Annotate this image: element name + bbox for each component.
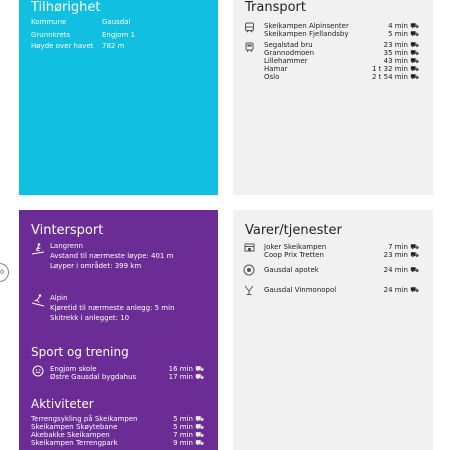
activity-time: 5 min [173,415,193,423]
aktiviteter-title: Aktiviteter [31,397,94,411]
car-icon: ⛟ [410,73,419,81]
alpin-label: Alpin [50,294,68,302]
grunnkrets-row [31,31,135,39]
rail-stop-name: Grannodmoen [264,49,315,57]
pharmacy-icon [243,264,255,276]
car-icon: ⛟ [195,373,204,381]
hoyde-row [31,42,124,50]
car-icon: ⛟ [195,439,204,447]
bus-stop-name: Skeikampen Alpinsenter [264,22,349,30]
sport-row [50,365,204,373]
sport-name: Engjom skole [50,365,97,373]
activity-time: 9 min [173,439,193,447]
activity-row [31,416,204,423]
grocery-name: Coop Prix Tretten [264,251,324,259]
apotek-time: 24 min [383,266,408,274]
rail-stop-time: 1 t 32 min [371,65,408,73]
car-icon: ⛟ [410,57,419,65]
activity-row [31,424,204,431]
grunnkrets-key: Grunnkrets [31,31,71,39]
activity-row [31,432,204,439]
kommune-row [31,18,130,26]
sport-name: Østre Gausdal bygdahus [50,373,137,381]
alpin-block [50,293,175,323]
car-icon: ⛟ [410,30,419,38]
sport-row [50,373,204,381]
rail-stop-name: Segalstad bru [264,41,313,49]
tilhorighet-title: Tilhørighet [31,0,101,15]
car-icon: ⛟ [410,65,419,73]
bus-icon [243,22,255,34]
car-icon: ⛟ [410,22,419,30]
grocery-store-icon [243,242,255,254]
grocery-time: 7 min [388,243,408,251]
hoyde-key: Høyde over havet [31,42,94,50]
activity-name: Skeikampen Skøytebane [31,423,118,431]
car-icon: ⛟ [410,49,419,57]
car-icon: ⛟ [195,423,204,431]
rail-stop-name: Lillehammer [264,57,308,65]
grocery-name: Joker Skeikampen [264,243,327,251]
grocery-time: 23 min [383,251,408,259]
bus-stop-time: 5 min [388,30,408,38]
kommune-key: Kommune [31,18,67,26]
car-icon: ⛟ [195,365,204,373]
rail-stop-time: 2 t 54 min [371,73,408,81]
vinmonopol-name: Gausdal Vinmonopol [264,286,337,294]
rail-stop-name: Oslo [264,73,280,81]
car-icon: ⛟ [410,243,419,251]
langrenn-block [50,241,173,271]
rail-row [264,57,419,65]
activity-name: Skeikampen Terrengpark [31,439,118,447]
vintersport-title: Vintersport [31,223,104,238]
side-nav-label: 0 [0,269,4,276]
kommune-value: Gausdal [102,18,131,26]
activity-name: Terrengsykling på Skeikampen [31,415,138,423]
rail-row [264,41,419,49]
vinmonopol-time: 24 min [383,286,408,294]
activity-name: Akebakke Skeikampen [31,431,110,439]
langrenn-distance: Avstand til nærmeste løype: 401 m [50,252,174,260]
car-icon: ⛟ [195,431,204,439]
bus-stop-time: 4 min [388,22,408,30]
activity-time: 5 min [173,423,193,431]
hoyde-value: 782 m [102,42,125,50]
vinmonopol-row [264,286,419,294]
bus-row [264,30,419,38]
vintersport-card [19,210,218,450]
train-icon [243,42,255,54]
sport-time: 17 min [168,373,193,381]
varer-card [233,210,433,450]
rail-stop-time: 43 min [383,57,408,65]
rail-stop-time: 35 min [383,49,408,57]
side-nav-button[interactable] [0,263,9,282]
grocery-row [264,251,419,259]
transport-card [233,0,433,195]
car-icon: ⛟ [410,251,419,259]
sport-icon [31,365,45,379]
grocery-row [264,243,419,251]
apotek-row [264,266,419,274]
activity-time: 7 min [173,431,193,439]
wine-store-icon [243,284,255,296]
cross-country-ski-icon [31,242,45,256]
bus-stop-name: Skeikampen Fjellandsby [264,30,349,38]
car-icon: ⛟ [410,286,419,294]
varer-title: Varer/tjenester [245,223,342,238]
sport-time: 16 min [168,365,193,373]
activity-row [31,440,204,447]
car-icon: ⛟ [410,266,419,274]
car-icon: ⛟ [195,415,204,423]
alpin-lifts: Skitrekk i anlegget: 10 [50,314,130,322]
bus-row [264,22,419,30]
alpine-ski-icon [31,293,45,307]
alpin-drive-time: Kjøretid til nærmeste anlegg: 5 min [50,304,175,312]
rail-stop-time: 23 min [383,41,408,49]
rail-stop-name: Hamar [264,65,288,73]
car-icon: ⛟ [410,41,419,49]
apotek-name: Gausdal apotek [264,266,319,274]
rail-row [264,73,419,81]
langrenn-total: Løyper i området: 399 km [50,262,142,270]
langrenn-label: Langrenn [50,242,83,250]
grunnkrets-value: Engjom 1 [102,31,136,39]
transport-title: Transport [245,0,307,15]
tilhorighet-card [19,0,218,195]
rail-row [264,65,419,73]
rail-row [264,49,419,57]
sport-title: Sport og trening [31,345,129,359]
